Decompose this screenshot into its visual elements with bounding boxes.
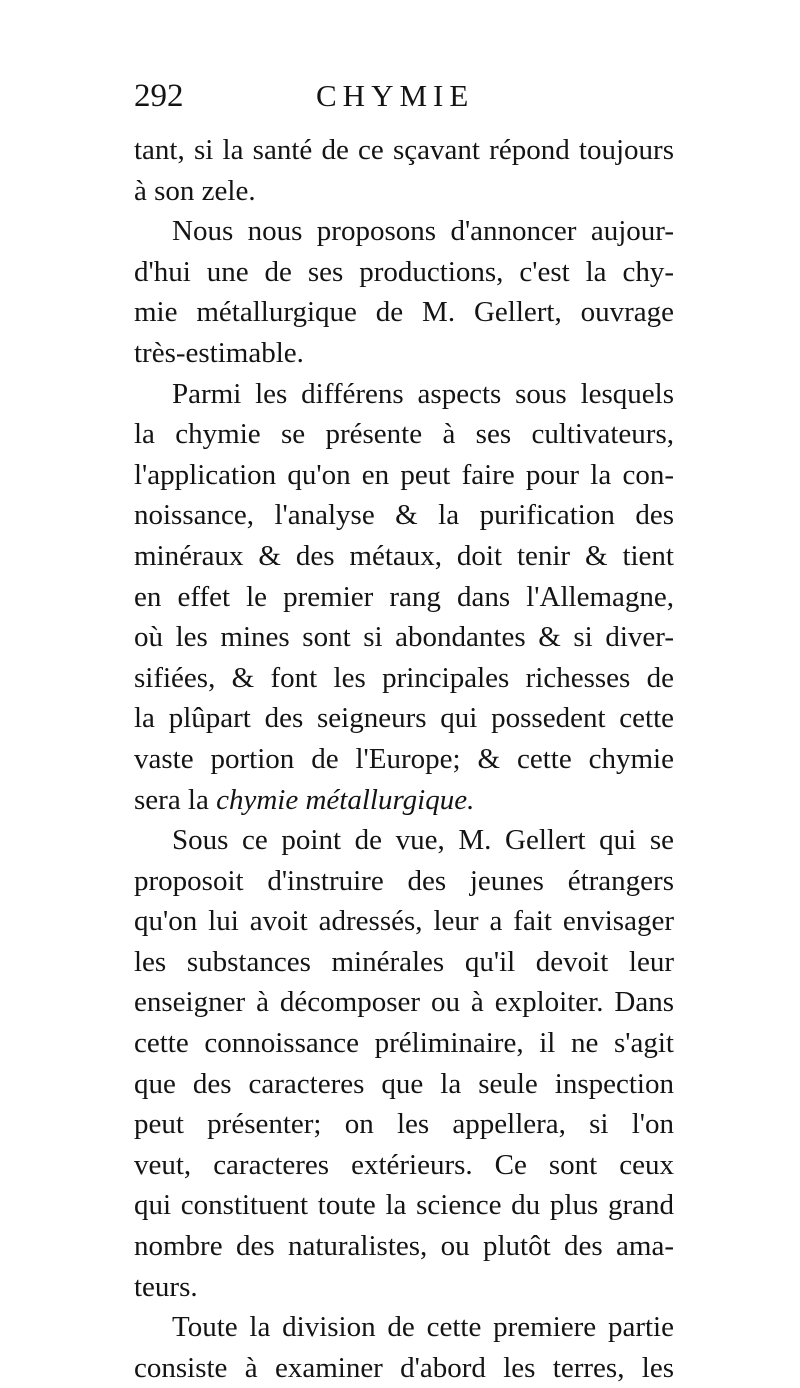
text-line: la plûpart des seigneurs qui possedent cette bbox=[134, 702, 674, 735]
text-line: qui constituent toute la science du plus grand bbox=[134, 1189, 674, 1222]
text-line: en effet le premier rang dans l'Allemagne, bbox=[134, 580, 674, 613]
text-line: vaste portion de l'Europe; & cette chymie bbox=[134, 742, 674, 775]
text-line: cette connoissance préliminaire, il ne s'agit bbox=[134, 1027, 674, 1060]
paragraph-start-line: Toute la division de cette premiere partie bbox=[172, 1311, 674, 1344]
text-fragment: sera la bbox=[134, 783, 217, 816]
text-line: les substances minérales qu'il devoit leur bbox=[134, 945, 674, 978]
text-line: nombre des naturalistes, ou plutôt des ama- bbox=[134, 1230, 674, 1263]
text-line: peut présenter; on les appellera, si l'on bbox=[134, 1108, 674, 1141]
text-line: tant, si la santé de ce sçavant répond toujours bbox=[134, 134, 674, 166]
text-line: l'application qu'on en peut faire pour la con- bbox=[134, 458, 674, 491]
paragraph-start-line: Nous nous proposons d'annoncer aujour- bbox=[172, 215, 674, 248]
text-line: noissance, l'analyse & la purification des bbox=[134, 499, 674, 532]
text-line: la chymie se présente à ses cultivateurs, bbox=[134, 418, 674, 451]
page-number: 292 bbox=[134, 78, 184, 114]
text-line: teurs. bbox=[134, 1270, 198, 1303]
text-line: très-estimable. bbox=[134, 336, 304, 369]
text-line: proposoit d'instruire des jeunes étrangers bbox=[134, 864, 674, 897]
text-line: enseigner à décomposer ou à exploiter. Dans bbox=[134, 986, 674, 1019]
text-line: minéraux & des métaux, doit tenir & tient bbox=[134, 539, 674, 572]
italic-title: chymie métallurgique. bbox=[216, 783, 475, 816]
text-line: que des caracteres que la seule inspection bbox=[134, 1067, 674, 1100]
text-line: mie métallurgique de M. Gellert, ouvrage bbox=[134, 296, 674, 329]
running-head: CHYMIE bbox=[316, 78, 475, 113]
text-line: qu'on lui avoit adressés, leur a fait envisager bbox=[134, 905, 674, 938]
body-text bbox=[134, 130, 674, 1388]
text-line bbox=[134, 780, 674, 821]
text-line: où les mines sont si abondantes & si diver- bbox=[134, 621, 674, 654]
text-line: d'hui une de ses productions, c'est la chy- bbox=[134, 255, 674, 288]
text-line: à son zele. bbox=[134, 174, 256, 207]
text-line: consiste à examiner d'abord les terres, les bbox=[134, 1351, 674, 1384]
paragraph-start-line: Parmi les différens aspects sous lesquels bbox=[172, 377, 674, 410]
text-line: sifiées, & font les principales richesses de bbox=[134, 661, 674, 694]
page-header bbox=[134, 78, 674, 128]
text-line: veut, caracteres extérieurs. Ce sont ceux bbox=[134, 1148, 674, 1181]
paragraph-start-line: Sous ce point de vue, M. Gellert qui se bbox=[172, 824, 674, 857]
